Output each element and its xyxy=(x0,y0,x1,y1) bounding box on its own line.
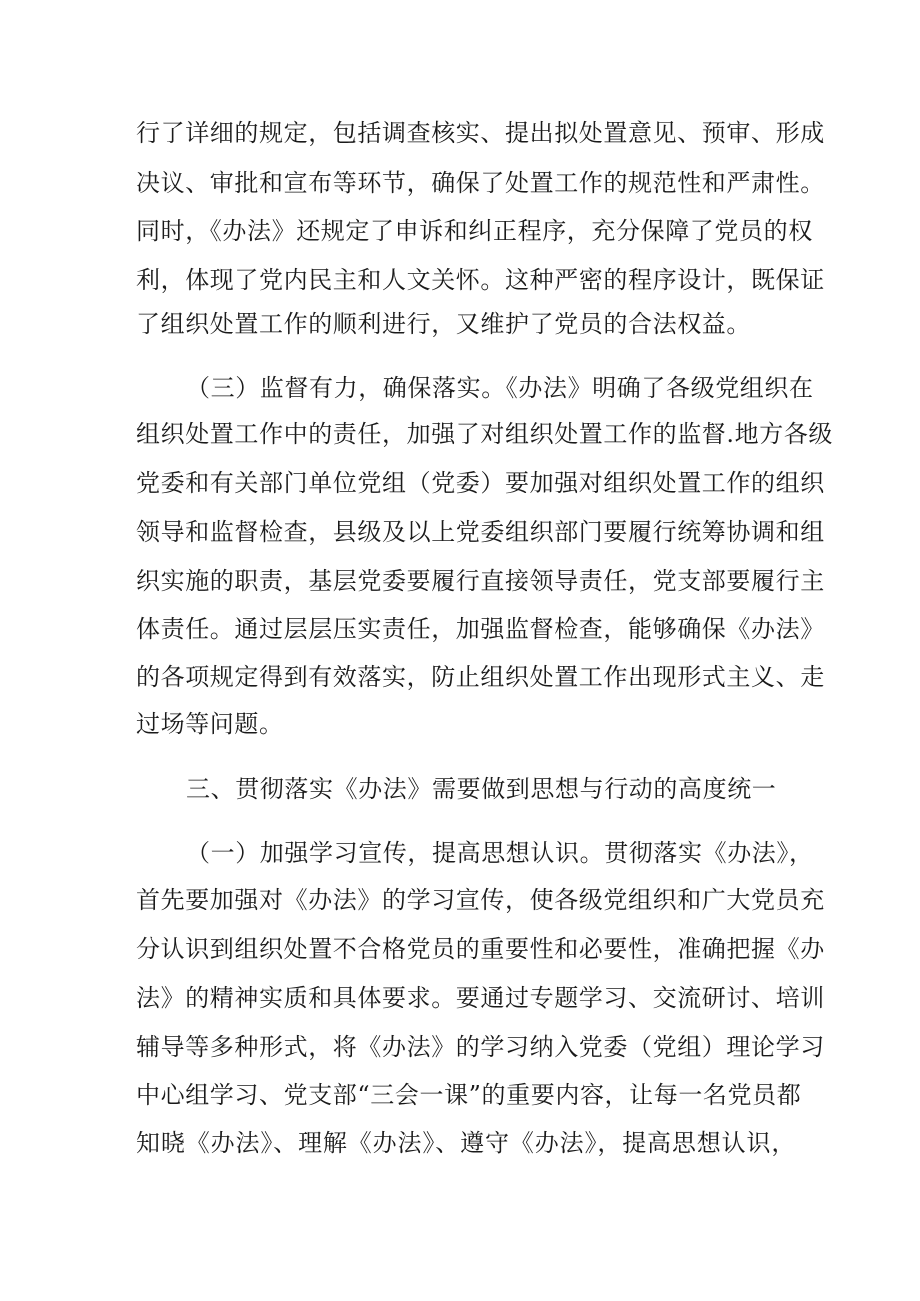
paragraph-line: 织实施的职责，基层党委要履行直接领导责任，党支部要履行主 xyxy=(136,567,825,595)
paragraph-line: 知晓《办法》、理解《办法》、遵守《办法》，提高思想认识， xyxy=(136,1129,796,1157)
paragraph-line: 法》的精神实质和具体要求。要通过专题学习、交流研讨、培训 xyxy=(136,984,825,1012)
paragraph-line: 同时，《办法》还规定了申诉和纠正程序，充分保障了党员的权 xyxy=(136,217,813,245)
paragraph-line: 利，体现了党内民主和人文关怀。这种严密的程序设计，既保证 xyxy=(136,266,825,294)
paragraph-line: 中心组学习、党支部“三会一课”的重要内容，让每一名党员都 xyxy=(136,1081,802,1109)
paragraph-line: （一）加强学习宣传，提高思想认识。贯彻落实《办法》， xyxy=(186,839,814,867)
paragraph-line: 分认识到组织处置不合格党员的重要性和必要性，准确把握《办 xyxy=(136,935,825,963)
paragraph-line: （三）监督有力，确保落实。《办法》明确了各级党组织在 xyxy=(186,374,814,402)
paragraph-line: 了组织处置工作的顺利进行，又维护了党员的合法权益。 xyxy=(136,310,751,338)
paragraph-line: 辅导等多种形式，将《办法》的学习纳入党委（党组）理论学习 xyxy=(136,1033,825,1061)
section-heading: 三、贯彻落实《办法》需要做到思想与行动的高度统一 xyxy=(186,775,777,803)
paragraph-line: 组织处置工作中的责任，加强了对组织处置工作的监督.地方各级 xyxy=(136,420,834,448)
paragraph-line: 领导和监督检查，县级及以上党委组织部门要履行统筹协调和组 xyxy=(136,518,825,546)
paragraph-line: 过场等问题。 xyxy=(136,710,284,738)
paragraph-line: 首先要加强对《办法》的学习宣传，使各级党组织和广大党员充 xyxy=(136,886,825,914)
paragraph-line: 体责任。通过层层压实责任，加强监督检查，能够确保《办法》 xyxy=(136,615,825,643)
paragraph-line: 的各项规定得到有效落实，防止组织处置工作出现形式主义、走 xyxy=(136,663,825,691)
paragraph-line: 决议、审批和宣布等环节，确保了处置工作的规范性和严肃性。 xyxy=(136,169,825,197)
paragraph-line: 党委和有关部门单位党组（党委）要加强对组织处置工作的组织 xyxy=(136,469,825,497)
paragraph-line: 行了详细的规定，包括调查核实、提出拟处置意见、预审、形成 xyxy=(136,119,825,147)
